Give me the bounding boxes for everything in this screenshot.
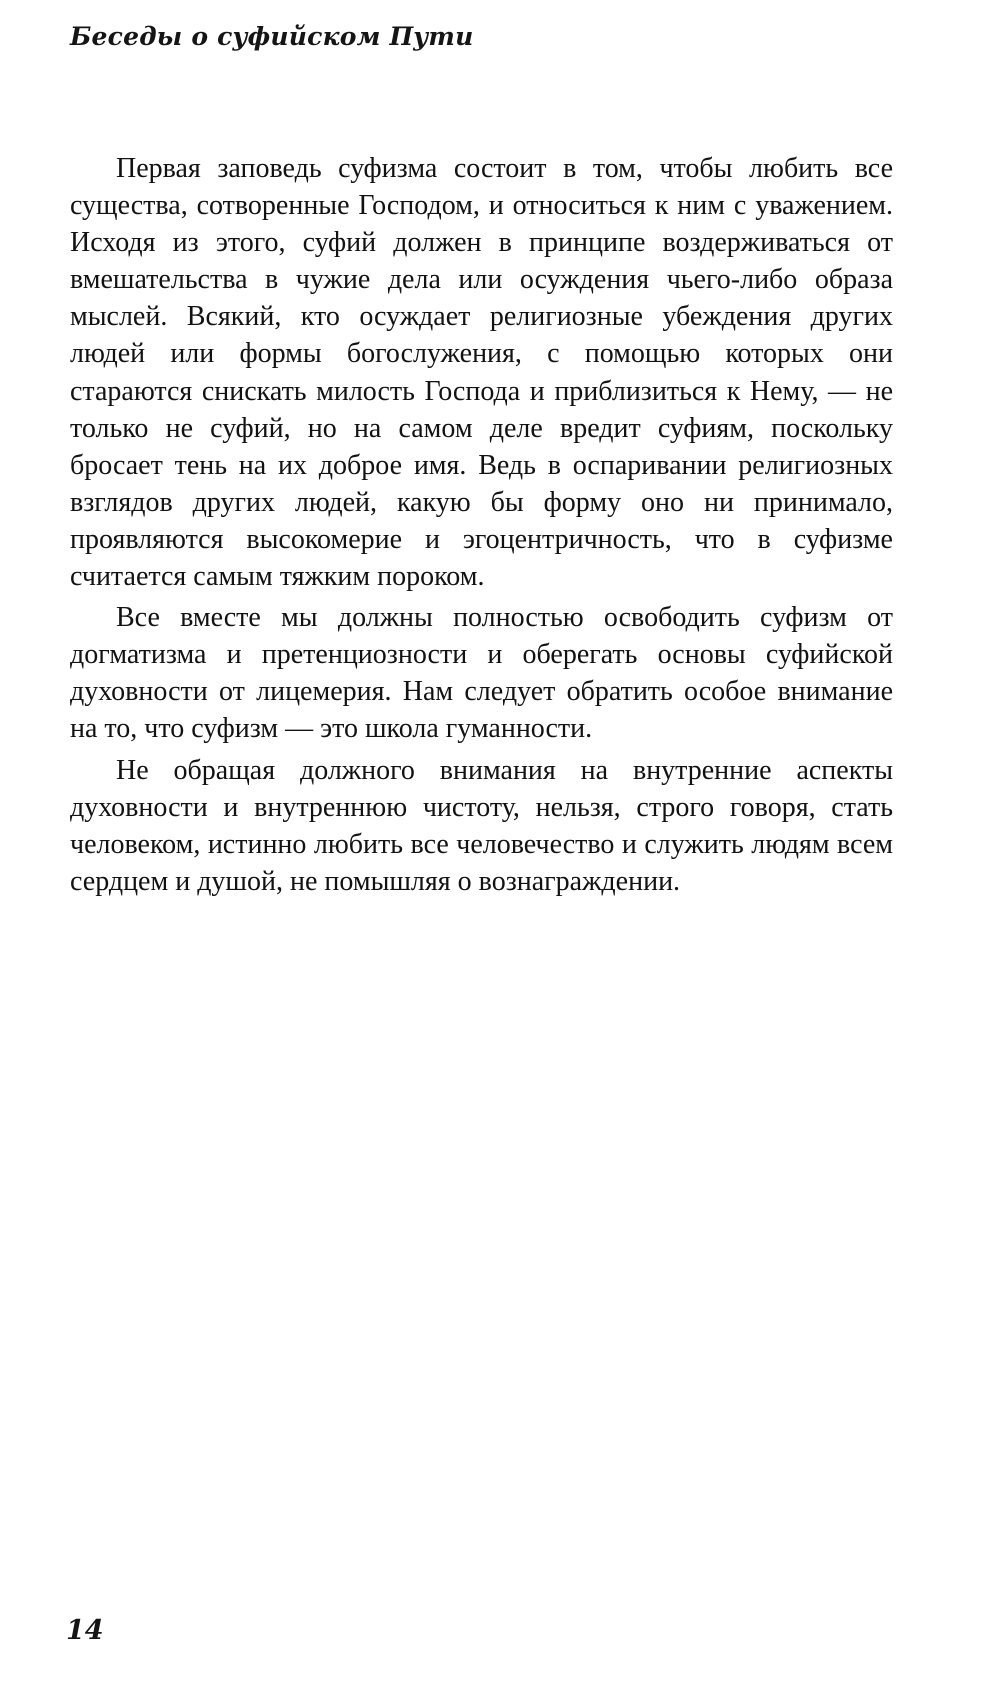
paragraph-1: Первая заповедь суфизма состоит в том, чтобы любить все существа, сотворенные Господом, и относиться к ним с уважением. Исходя из этого, суфий должен в принципе воздерживаться от вмешательства в чужие дела или осуждения чьего-либо образа мыслей. Всякий, кто осуждает религиозные убеждения других людей или формы богослужения, с помощью которых они стараются снискать милость Господа и приблизиться к Нему, — не только не суфий, но на самом деле вредит суфиям, поскольку бросает тень на их доброе имя. Ведь в оспаривании религиозных взглядов других людей, какую бы форму оно ни принимало, проявляются высокомерие и эгоцентричность, что в суфизме считается самым тяжким пороком. xyxy=(70,153,893,593)
body-text xyxy=(70,150,893,904)
paragraph-2: Все вместе мы должны полностью освободить суфизм от догматизма и претенциозности и оберегать основы суфийской духовности от лицемерия. Нам следует обратить особое внимание на то, что суфизм — это школа гуманности. xyxy=(70,602,893,745)
page-number: 14 xyxy=(66,1615,104,1646)
running-header-title: Беседы о суфийском Пути xyxy=(70,22,474,51)
paragraph-3: Не обращая должного внимания на внутренние аспекты духовности и внутреннюю чистоту, нельзя, строго говоря, стать человеком, истинно любить все человечество и служить людям всем сердцем и душой, не помышляя о вознаграждении. xyxy=(70,754,893,897)
